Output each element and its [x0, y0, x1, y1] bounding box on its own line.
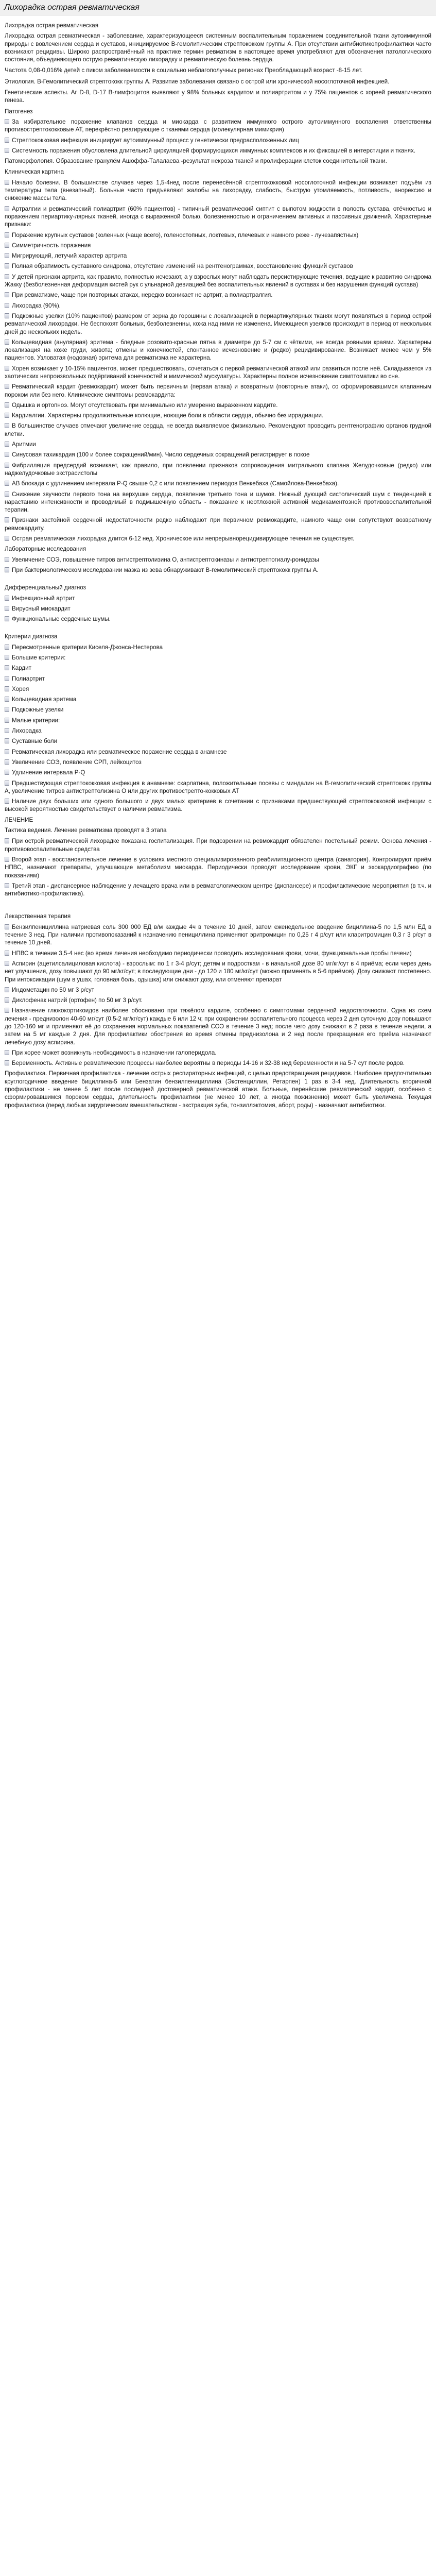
paragraph: [5, 78, 431, 86]
list-item: [5, 480, 431, 487]
paragraph: [5, 1070, 431, 1109]
list-bullet-icon: [5, 606, 9, 611]
text: Тактика ведения. Лечение ревматизма проводят в 3 этапа: [5, 827, 167, 834]
list-bullet-icon: [5, 481, 9, 486]
page-title: Лихорадка острая ревматическая: [4, 3, 139, 12]
list-bullet-icon: [5, 263, 9, 268]
list-item: [5, 798, 431, 814]
text: Третий этап - диспансерное наблюдение у лечащего врача или в ревматологическом центре (диспансере) и профилактические мероприятия (в т.ч. и антибиотико-профилактика).: [5, 882, 431, 897]
text: Пересмотренные критерии Киселя-Джонса-Нестерова: [12, 643, 163, 651]
list-item: [5, 737, 431, 745]
list-bullet-icon: [5, 452, 9, 457]
list-bullet-icon: [5, 697, 9, 702]
list-item: [5, 748, 431, 756]
paragraph: [5, 89, 431, 105]
text: Дифференциальный диагноз: [5, 584, 86, 591]
section-heading: [5, 912, 431, 920]
list-item: [5, 118, 431, 134]
list-bullet-icon: [5, 384, 9, 389]
text: Начало болезни. В большинстве случаев через 1,5-4нед после перенесённой стрептококковой носоглоточной инфекции возникает подъём из температуры тела (внезапный). Больные часто предъявляют жалобы на лихорадку, слабость, быструю утомляемость, потливость, анорексию и снижение массы тела.: [5, 179, 431, 202]
text: Полная обратимость суставного синдрома, отсутствие изменений на рентгенограммах, восстановление функций суставов: [12, 263, 353, 270]
text: Вирусный миокардит: [12, 605, 71, 612]
paragraph: [5, 66, 431, 74]
section-heading: [5, 545, 431, 553]
text: Ревматическая лихорадка или ревматическое поражение сердца в анамнезе: [12, 748, 227, 755]
list-bullet-icon: [5, 838, 9, 843]
list-bullet-icon: [5, 655, 9, 660]
text: Частота 0,08-0,016% детей с пиком заболеваемости в социально неблагополучных регионах Преобладающий возраст -8-15 лет.: [5, 67, 363, 74]
text: Бензилпенициллина натриевая соль 300 000 ЕД в/м каждые 4ч в течение 10 дней, затем еженедельное введение бициллина-5 по 1,5 млн ЕД в течение 3 нед. При наличии противопоказаний к назначению пенициллина применяют эритромицин по 0,25 г 4 р/сут или кларитромицин 0,3 г 3 р/сут в течение 10 дней.: [5, 923, 431, 946]
text: Клиническая картина: [5, 168, 64, 176]
list-item: [5, 179, 431, 202]
list-item: [5, 1049, 431, 1057]
list-bullet-icon: [5, 728, 9, 733]
text: Увеличение СОЭ, появление СРП, лейкоцитоз: [12, 758, 142, 766]
text: Лихорадка: [12, 727, 42, 735]
list-bullet-icon: [5, 492, 9, 497]
list-bullet-icon: [5, 759, 9, 765]
list-item: [5, 950, 431, 957]
text: Инфекционный артрит: [12, 595, 75, 602]
text: Острая ревматическая лихорадка длится 6-12 нед. Хроническое или непрерывнорецидивирующее течения не существует.: [12, 535, 355, 543]
list-bullet-icon: [5, 557, 9, 562]
list-item: [5, 605, 431, 613]
list-bullet-icon: [5, 567, 9, 572]
text: Патоморфология. Образование гранулём Ашоффа-Талалаева -результат некроза тканей и пролиферации клеток соединительной ткани.: [5, 158, 387, 165]
paragraph: [5, 32, 431, 63]
list-bullet-icon: [5, 799, 9, 804]
text: При острой ревматической лихорадке показана госпитализация. При подозрении на ревмокардит обязателен постельный режим. Основа лечения - противовоспалительные средства: [5, 838, 431, 853]
text: У детей признаки артрита, как правило, полностью исчезают, а у взрослых могут наблюдать персистирующие течения, ведущие к развитию синдрома Жакку (безболезненная деформация кистей рук с ульнарной девиацией без воспалительных явлений в суставах и без нарушения функций сустава): [5, 273, 431, 289]
text: Генетические аспекты. Аг D-8, D-17 В-лимфоцитов выявляют у 98% больных кардитом и полиартритом и у 75% пациентов с хореей ревматического генеза.: [5, 89, 431, 104]
list-bullet-icon: [5, 738, 9, 743]
list-item: [5, 556, 431, 564]
list-bullet-icon: [5, 119, 9, 124]
text: Беременность. Активные ревматические процессы наиболее вероятны в периоды 14-16 и 32-38 нед беременности и на 5-7 сут после родов.: [12, 1060, 405, 1067]
text: Назначение глюкокортикоидов наиболее обосновано при тяжёлом кардите, особенно с симптомами сердечной недостаточности. Одна из схем лечения - преднизолон 40-60 мг/сут (0,5-2 мг/кг/сут) каждые 6 или 12 ч; при сохранении воспалительного процесса через 2 дня суточную дозу повышают до 120-160 мг и применяют её до сохранения нормальных показателей СОЭ в течение 3 нед; после чего дозу снижают в 2 раза в течение недели, а затем на 5 мг каждые 2 дня. Для профилактики обострения во время отмены преднизолона и 2 нед после прекращения его приёма назначают лечебную дозу аспирина.: [5, 1007, 431, 1046]
list-item: [5, 516, 431, 532]
text: Полиартрит: [12, 675, 45, 682]
list-item: [5, 769, 431, 776]
list-item: [5, 291, 431, 299]
list-bullet-icon: [5, 413, 9, 418]
list-item: [5, 996, 431, 1004]
list-bullet-icon: [5, 536, 9, 541]
list-bullet-icon: [5, 423, 9, 428]
list-bullet-icon: [5, 292, 9, 297]
list-item: [5, 675, 431, 683]
list-bullet-icon: [5, 274, 9, 279]
section-heading: [5, 168, 431, 176]
text: Признаки застойной сердечной недостаточности редко наблюдают при первичном ревмокардите, намного чаще они сопутствуют возвратному ревмокардиту.: [5, 517, 431, 532]
list-item: [5, 422, 431, 438]
paragraph: [5, 826, 431, 834]
list-item: [5, 643, 431, 651]
section-heading: [5, 584, 431, 591]
list-item: [5, 882, 431, 898]
list-item: [5, 312, 431, 336]
list-item: [5, 451, 431, 459]
list-item: [5, 960, 431, 984]
section-heading: [5, 22, 431, 29]
list-item: [5, 137, 431, 144]
list-item: [5, 717, 431, 724]
text: При хорее может возникнуть необходимость в назначении галоперидола.: [12, 1049, 217, 1056]
list-item: [5, 615, 431, 623]
list-item: [5, 779, 431, 795]
list-bullet-icon: [5, 463, 9, 468]
text: Мигрирующий, летучий характер артрита: [12, 252, 127, 260]
text: ЛЕЧЕНИЕ: [5, 816, 33, 823]
list-bullet-icon: [5, 686, 9, 691]
text: Фибрилляция предсердий возникает, как правило, при появлении признаков сопровождения митрального клапана Желудочковые (редко) или наджелудочковые экстрасистолы: [5, 462, 431, 477]
text: Стрептококковая инфекция инициирует аутоиммунный процесс у генетически предрасположенных лиц: [12, 137, 299, 144]
list-item: [5, 706, 431, 714]
list-bullet-icon: [5, 749, 9, 754]
text: Малые критерии:: [12, 717, 60, 724]
text: Системность поражения обусловлена длительной циркуляцией формирующихся иммунных комплексов и их фиксацией в интерстиции и тканях.: [12, 147, 416, 154]
text: При ревматизме, чаще при повторных атаках, нередко возникает не артрит, а полиартралгия.: [12, 292, 273, 299]
text: Кардит: [12, 665, 31, 672]
text: Хорея возникает у 10-15% пациентов, может предшествовать, сочетаться с первой ревматической атакой или развиться после неё. Складывается из хаотических непроизвольных подёргиваний конечностей и мимической мускулатуры. Характерны полное исчезновение симптоматики во сне.: [5, 365, 431, 380]
list-item: [5, 273, 431, 289]
list-item: [5, 338, 431, 362]
list-item: [5, 727, 431, 735]
section-heading: [5, 816, 431, 824]
list-bullet-icon: [5, 997, 9, 1003]
title-bar: [0, 0, 436, 15]
text: Подкожные узелки (10% пациентов) размером от зерна до горошины с локализацией в периартикулярных тканях могут появляться в период острой ревматической лихорадки. Не беспокоят больных, безболезненны, кожа над ними не изменена. Имеющиеся узелков происходит в период от нескольких дней до нескольких недель.: [5, 312, 431, 335]
list-item: [5, 535, 431, 543]
text: Лекарственная терапия: [5, 913, 71, 920]
text: Диклофенак натрий (ортофен) по 50 мг 3 р/сут.: [12, 997, 143, 1004]
list-item: [5, 566, 431, 574]
text: Снижение звучности первого тона на верхушке сердца, появление третьего тона и шумов. Нежный дующий систолический шум с тенденцией к нарастанию интенсивности и проводимый в подмышечную область - показание к неотложной активной медикаментозной противовоспалительной терапии.: [5, 490, 431, 514]
list-item: [5, 462, 431, 478]
text: Подкожные узелки: [12, 706, 64, 714]
list-bullet-icon: [5, 303, 9, 308]
text: Критерии диагноза: [5, 633, 58, 640]
text: Патогенез: [5, 108, 33, 115]
text: Симметричность поражения: [12, 242, 91, 249]
text: В большинстве случаев отмечают увеличение сердца, не всегда выявляемое физикально. Рекомендуют проводить рентгенографию органов грудной клетки.: [5, 422, 431, 437]
list-bullet-icon: [5, 951, 9, 956]
text: Поражение крупных суставов (коленных (чаще всего), голеностопных, локтевых, плечевых и намного реже - лучезапястных): [12, 231, 359, 239]
list-item: [5, 664, 431, 672]
paragraph: [5, 157, 431, 165]
list-bullet-icon: [5, 517, 9, 522]
text: Аспирин (ацетилсалициловая кислота) - взрослым: по 1 г 3-4 р/сут; детям и подросткам - в начальной дозе 80 мг/кг/сут в 4 приёма; если через день нет улучшения, дозу повышают до 90 мг/кг/сут; в последующие дни - до 120 и 180 мг/кг/сут (можно применять в 5-6 приёмов). Дозу снижают постепенно. При интоксикации (шум в ушах, головная боль, одышка) или снижают дозу, или отменяют препарат: [5, 960, 431, 983]
spacer: [5, 577, 431, 582]
list-item: [5, 412, 431, 419]
list-bullet-icon: [5, 987, 9, 992]
list-bullet-icon: [5, 206, 9, 211]
list-bullet-icon: [5, 243, 9, 248]
text: Ревматический кардит (ревмокардит) может быть первичным (первая атака) и возвратным (повторные атаки), со сформировавшимся клапанным пороком или без него. Клинические симптомы ревмокардита:: [5, 383, 431, 398]
spacer: [5, 900, 431, 905]
text: Функциональные сердечные шумы.: [12, 616, 111, 623]
list-item: [5, 923, 431, 947]
list-item: [5, 856, 431, 879]
text: АВ блокада с удлинением интервала Р-Q свыше 0,2 с или появлением периодов Венкебаха (Самойлова-Венкебаха).: [12, 480, 339, 487]
list-item: [5, 696, 431, 703]
list-bullet-icon: [5, 883, 9, 888]
list-bullet-icon: [5, 781, 9, 786]
text: Артралгии и ревматический полиартрит (60% пациентов) - типичный ревматический сиптит с выпотом жидкости в полость сустава, отёчностью и поражением периартику-лярных тканей, иногда с выраженной болью, болезненностью и ограничением активных и пассивных движений. Характерные признаки:: [5, 205, 431, 228]
text: При бактериологическом исследовании мазка из зева обнаруживают В-гемолитический стрептококк группы А.: [12, 566, 319, 573]
list-item: [5, 758, 431, 766]
text: Профилактика. Первичная профилактика - лечение острых респираторных инфекций, с целью предотвращения рецидивов. Наиболее предпочтительно круглогодичное введение бициллина-5 или Бензатин бензилпенициллина (Экстенциллин, Ретарпен) 1 раз в 3-4 нед. Длительность вторичной профилактики - не менее 5 лет после последней достоверной ревматической атаки. Больные, перенёсшие ревматический кардит, особенно с сформировавшимся пороком сердца, длительность профилактики (не менее 10 лет, а иногда пожизненно) может быть увеличена. Текущая профилактика (перед любым хирургическим вмешательством - экстракция зуба, тонзиллэктомия, аборт, роды) - назначают антибиотики.: [5, 1070, 431, 1109]
text: Суставные боли: [12, 738, 58, 745]
list-bullet-icon: [5, 961, 9, 966]
text: Наличие двух больших или одного большого и двух малых критериев в сочетании с признаками предшествующей стрептококковой инфекции с высокой вероятностью свидетельствует о наличии ревматизма.: [5, 798, 431, 813]
list-item: [5, 401, 431, 409]
text: Кардиалгии. Характерны продолжительные колющие, ноющие боли в области сердца, обычно без иррадиации.: [12, 412, 324, 419]
text: Индометацин по 50 мг 3 р/сут: [12, 986, 95, 993]
list-bullet-icon: [5, 1008, 9, 1013]
list-item: [5, 595, 431, 602]
list-item: [5, 252, 431, 260]
list-item: [5, 837, 431, 853]
list-bullet-icon: [5, 665, 9, 670]
list-bullet-icon: [5, 616, 9, 621]
list-bullet-icon: [5, 857, 9, 862]
list-item: [5, 205, 431, 229]
text: Синусовая тахикардия (100 и более сокращений/мин). Число сердечных сокращений регистрирует в покое: [12, 451, 310, 459]
spacer: [5, 625, 431, 631]
article-content: [0, 15, 436, 1109]
list-item: [5, 242, 431, 249]
list-item: [5, 1059, 431, 1067]
text: Лабораторные исследования: [5, 546, 86, 553]
list-bullet-icon: [5, 138, 9, 143]
list-bullet-icon: [5, 442, 9, 447]
section-heading: [5, 633, 431, 640]
spacer: [5, 905, 431, 910]
list-item: [5, 147, 431, 155]
text: Удлинение интервала Р-Q: [12, 769, 85, 776]
text: Лихорадка острая ревматическая - заболевание, характеризующееся системным воспалительным поражением соединительной ткани аутоиммунной природы с вовлечением сердца и суставов, инициируемое В-гемолитическим стрептококком группы А. При отсутствии антибиотикопрофилактики часто возникают рецидивы. Широко распространённый на практике термин ревматизм в настоящее время употребляют для обозначения патологического состояния, объединяющего острую ревматическую лихорадку и ревматическую болезнь сердца.: [5, 32, 431, 63]
text: Кольцевидная эритема: [12, 696, 77, 703]
text: Хорея: [12, 685, 29, 692]
text: Большие критерии:: [12, 654, 66, 661]
list-bullet-icon: [5, 313, 9, 318]
list-bullet-icon: [5, 232, 9, 238]
list-bullet-icon: [5, 366, 9, 371]
list-bullet-icon: [5, 148, 9, 153]
list-bullet-icon: [5, 707, 9, 712]
section-heading: [5, 108, 431, 115]
list-item: [5, 440, 431, 448]
list-bullet-icon: [5, 1060, 9, 1065]
list-bullet-icon: [5, 1050, 9, 1055]
text: Лихорадка (90%).: [12, 302, 61, 309]
list-item: [5, 1007, 431, 1046]
list-item: [5, 986, 431, 994]
list-bullet-icon: [5, 253, 9, 258]
list-bullet-icon: [5, 718, 9, 723]
text: Второй этап - восстановительное лечение в условиях местного специализированного реабилитационного центра (санатория). Контролируют приём НПВС, назначают препараты, улучшающие метаболизм миокарда. Периодически проводят исследование крови, ЭКГ и эхокардиографию (по показаниям): [5, 856, 431, 879]
list-item: [5, 262, 431, 270]
text: Лихорадка острая ревматическая: [5, 22, 99, 29]
text: За избирательное поражение клапанов сердца и миокарда с развитием иммунного острого аутоиммунного воспаления ответственны противострептококковые АТ, перекрёстно реагирующие с тканями сердца (молекулярная мимикрия): [5, 118, 431, 133]
list-item: [5, 302, 431, 310]
list-bullet-icon: [5, 676, 9, 681]
text: Этиология. В-Гемолитический стрептококк группы А. Развитие заболевания связано с острой или хронической носоглоточной инфекцией.: [5, 78, 390, 85]
list-bullet-icon: [5, 596, 9, 601]
list-bullet-icon: [5, 645, 9, 650]
text: Увеличение СОЭ, повышение титров антистрептолизина О, антистрептокиназы и антистрептогиалу-ронидазы: [12, 556, 319, 563]
list-bullet-icon: [5, 340, 9, 345]
text: НПВС в течение 3,5-4 нес (во время лечения необходимо периодически проводить исследования крови, мочи, функциональные пробы печени): [12, 950, 412, 957]
list-bullet-icon: [5, 770, 9, 775]
list-bullet-icon: [5, 402, 9, 408]
list-bullet-icon: [5, 924, 9, 929]
list-item: [5, 231, 431, 239]
list-item: [5, 365, 431, 381]
text: Одышка и ортопноэ. Могут отсутствовать при минимально или умеренно выраженном кардите.: [12, 401, 278, 409]
text: Предшествующая стрептококковая инфекция в анамнезе: скарлатина, положительные посевы с миндалин на В-гемолитический стрептококк группы А, увеличение титров антистрептолизина О или других противострепто-кокковых АТ: [5, 779, 431, 794]
text: Кольцевидная (анулярная) эритема - бледные розовато-красные пятна в диаметре до 5-7 см с чёткими, не всегда ровными краями. Характерны локализация на коже груди, живота; отмены и конечностей, спонтанное исчезновение и (редко) рецидивирование. Возникает менее чем у 5% пациентов. Узловатая (нодозная) эритема для ревматизма не характерна.: [5, 338, 431, 362]
list-item: [5, 685, 431, 693]
list-bullet-icon: [5, 180, 9, 185]
list-item: [5, 490, 431, 514]
text: Аритмии: [12, 441, 36, 448]
list-item: [5, 654, 431, 662]
list-item: [5, 383, 431, 399]
